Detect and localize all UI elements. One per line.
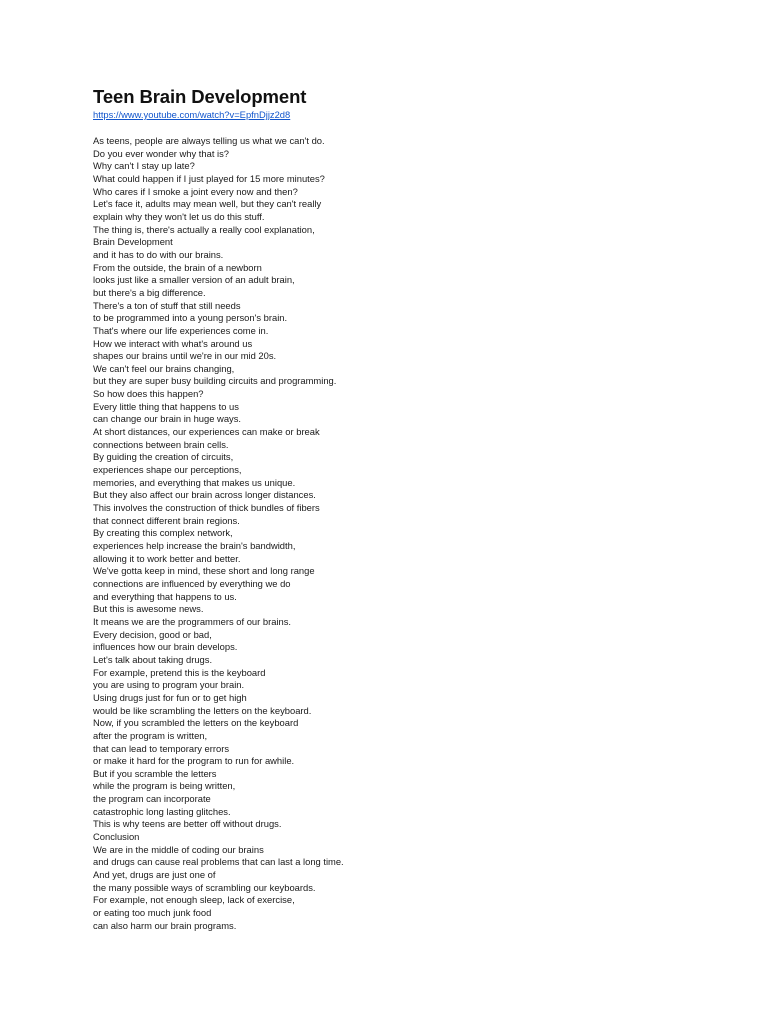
transcript-line: That's where our life experiences come in. xyxy=(93,324,269,336)
transcript-line: but there's a big difference. xyxy=(93,286,206,298)
transcript-line: How we interact with what's around us xyxy=(93,337,253,349)
transcript-body xyxy=(93,135,693,932)
transcript-line: We are in the middle of coding our brains xyxy=(93,843,264,855)
transcript-line: This is why teens are better off without drugs. xyxy=(93,818,282,830)
transcript-line: Using drugs just for fun or to get high xyxy=(93,691,247,703)
transcript-line: What could happen if I just played for 15 more minutes? xyxy=(93,172,325,184)
transcript-line: or eating too much junk food xyxy=(93,907,212,919)
transcript-line: to be programmed into a young person's brain. xyxy=(93,312,288,324)
transcript-line: shapes our brains until we're in our mid 20s. xyxy=(93,350,277,362)
transcript-line: Brain Development xyxy=(93,236,173,248)
transcript-line: can also harm our brain programs. xyxy=(93,919,237,931)
transcript-line: At short distances, our experiences can make or break xyxy=(93,426,320,438)
transcript-line: and it has to do with our brains. xyxy=(93,248,224,260)
document-title: Teen Brain Development xyxy=(93,86,307,107)
transcript-line: So how does this happen? xyxy=(93,388,204,400)
transcript-line: connections between brain cells. xyxy=(93,438,229,450)
transcript-line: looks just like a smaller version of an adult brain, xyxy=(93,274,295,286)
transcript-line: We've gotta keep in mind, these short and long range xyxy=(93,565,315,577)
transcript-line: But if you scramble the letters xyxy=(93,767,217,779)
transcript-line: For example, pretend this is the keyboard xyxy=(93,666,266,678)
transcript-line: explain why they won't let us do this stuff. xyxy=(93,210,265,222)
transcript-line: By guiding the creation of circuits, xyxy=(93,451,234,463)
transcript-line: experiences shape our perceptions, xyxy=(93,464,242,476)
transcript-line: But they also affect our brain across longer distances. xyxy=(93,489,316,501)
transcript-line: As teens, people are always telling us what we can't do. xyxy=(93,135,325,146)
transcript-line: that connect different brain regions. xyxy=(93,514,240,526)
transcript-line: But this is awesome news. xyxy=(93,603,204,615)
transcript-line: allowing it to work better and better. xyxy=(93,552,241,564)
transcript-line: Do you ever wonder why that is? xyxy=(93,147,230,159)
transcript-line: It means we are the programmers of our brains. xyxy=(93,615,292,627)
transcript-line: experiences help increase the brain's bandwidth, xyxy=(93,540,296,551)
transcript-line: while the program is being written, xyxy=(93,780,236,792)
transcript-line: Who cares if I smoke a joint every now and then? xyxy=(93,185,298,197)
transcript-line: For example, not enough sleep, lack of exercise, xyxy=(93,894,295,906)
transcript-line: and drugs can cause real problems that can last a long time. xyxy=(93,856,344,868)
transcript-line: you are using to program your brain. xyxy=(93,679,245,691)
transcript-line: after the program is written, xyxy=(93,729,208,741)
transcript-line: can change our brain in huge ways. xyxy=(93,413,242,425)
transcript-line: catastrophic long lasting glitches. xyxy=(93,805,231,817)
transcript-line: would be like scrambling the letters on the keyboard. xyxy=(93,704,312,716)
transcript-line: We can't feel our brains changing, xyxy=(93,362,235,374)
transcript-line: This involves the construction of thick bundles of fibers xyxy=(93,502,320,514)
transcript-line: connections are influenced by everything we do xyxy=(93,577,291,589)
transcript-line: the program can incorporate xyxy=(93,793,211,805)
transcript-line: There's a ton of stuff that still needs xyxy=(93,299,241,311)
transcript-line: the many possible ways of scrambling our keyboards. xyxy=(93,881,316,893)
transcript-line: The thing is, there's actually a really cool explanation, xyxy=(93,223,315,235)
transcript-line: or make it hard for the program to run for awhile. xyxy=(93,755,295,767)
transcript-line: that can lead to temporary errors xyxy=(93,742,230,754)
transcript-line: By creating this complex network, xyxy=(93,527,233,539)
transcript-line: Every decision, good or bad, xyxy=(93,628,212,640)
transcript-line: influences how our brain develops. xyxy=(93,641,238,653)
transcript-line: Now, if you scrambled the letters on the keyboard xyxy=(93,717,299,729)
transcript-line: Every little thing that happens to us xyxy=(93,400,239,412)
transcript-line: memories, and everything that makes us unique. xyxy=(93,476,296,488)
document-page xyxy=(93,86,693,932)
transcript-line: Conclusion xyxy=(93,831,140,843)
transcript-line: Let's face it, adults may mean well, but they can't really xyxy=(93,198,322,210)
transcript-line: but they are super busy building circuits and programming. xyxy=(93,375,337,387)
transcript-line: Why can't I stay up late? xyxy=(93,160,195,172)
transcript-line: From the outside, the brain of a newborn xyxy=(93,261,262,273)
youtube-link[interactable]: https://www.youtube.com/watch?v=EpfnDjjz2d8 xyxy=(93,109,291,120)
transcript-line: Let's talk about taking drugs. xyxy=(93,653,213,665)
transcript-line: And yet, drugs are just one of xyxy=(93,869,216,881)
transcript-line: and everything that happens to us. xyxy=(93,590,237,602)
